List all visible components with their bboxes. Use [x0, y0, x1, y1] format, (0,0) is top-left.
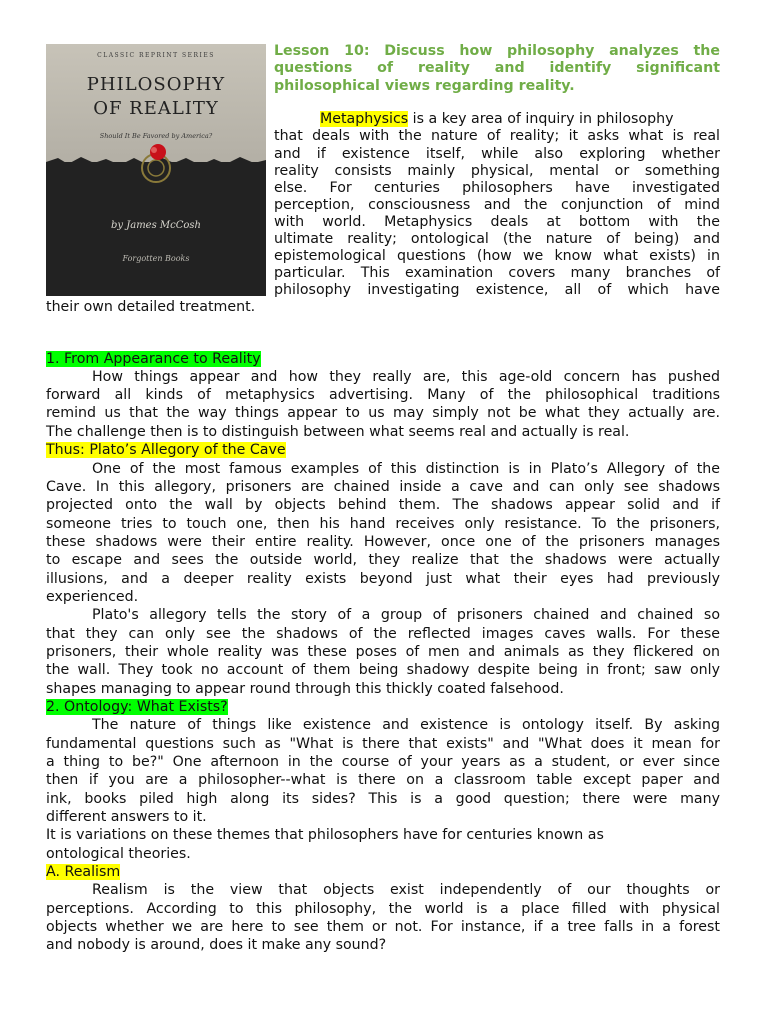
body-line: fundamental questions such as "What is there that exists" and "What does it mean for [46, 736, 720, 752]
body-line: illusions, and a deeper reality exists beyond just what their eyes had previously [46, 571, 720, 587]
subsection-heading: Thus: Plato’s Allegory of the Cave [46, 442, 286, 458]
emblem-icon [134, 142, 178, 186]
body-line: objects whether we are here to see them or not. For instance, if a tree falls in a forest [46, 919, 720, 935]
intro-line: with world. Metaphysics deals at bottom with the [274, 214, 720, 230]
cover-series-label: CLASSIC REPRINT SERIES [97, 52, 215, 59]
intro-line: that deals with the nature of reality; it asks what is real [274, 128, 720, 144]
intro-line: perception, consciousness and the conjunction of mind [274, 197, 720, 213]
section-heading: 1. From Appearance to Reality [46, 351, 261, 367]
body-line: to escape and sees the outside world, they realize that the shadows were actually [46, 552, 720, 568]
body-line: ontological theories. [46, 846, 191, 862]
body-line: someone tries to touch one, then his hand receives only resistance. To the prisoners, [46, 516, 720, 532]
body-line: that they can only see the shadows of the reflected images caves walls. For these [46, 626, 720, 642]
cover-subtitle: Should It Be Favored by America? [99, 132, 213, 140]
intro-line: reality consists mainly physical, mental or something [274, 163, 720, 179]
body-line: shapes managing to appear round through this thickly coated falsehood. [46, 681, 564, 697]
body-line: projected onto the wall by objects behind them. The shadows appear solid and if [46, 497, 720, 513]
body-line: How things appear and how they really are, this age-old concern has pushed [92, 369, 720, 385]
metaphysics-term: Metaphysics [320, 111, 409, 127]
subsection-heading: A. Realism [46, 864, 121, 880]
intro-line-1: Metaphysics is a key area of inquiry in philosophy [320, 111, 674, 127]
body-line: forward all kinds of metaphysics advertising. Many of the philosophical traditions [46, 387, 720, 403]
body-line: Plato's allegory tells the story of a group of prisoners chained and chained so [92, 607, 720, 623]
body-line: these shadows were their entire reality. However, once one of the prisoners manages [46, 534, 720, 550]
body-line: remind us that the way things appear to us may simply not be what they actually are. [46, 405, 720, 421]
lesson-title: Lesson 10: Discuss how philosophy analyzes the questions of reality and identify significant philosophical views regarding reality. [274, 43, 720, 94]
body-line: ink, books piled high along its sides? This is a good question; there were many [46, 791, 720, 807]
body-line: experienced. [46, 589, 139, 605]
section-heading: 2. Ontology: What Exists? [46, 699, 228, 715]
body-line: and nobody is around, does it make any sound? [46, 937, 387, 953]
intro-line: ultimate reality; ontological (the nature of being) and [274, 231, 720, 247]
body-line: different answers to it. [46, 809, 207, 825]
intro-line: epistemological questions (how we know what exists) in [274, 248, 720, 264]
cover-publisher: Forgotten Books [122, 254, 190, 263]
intro-line: else. For centuries philosophers have investigated [274, 180, 720, 196]
body-line: a thing to be?" One afternoon in the course of your years as a student, or ever since [46, 754, 720, 770]
intro-line: and if existence itself, while also exploring whether [274, 146, 720, 162]
body-line: The challenge then is to distinguish between what seems real and actually is real. [46, 424, 630, 440]
body-line: Cave. In this allegory, prisoners are chained inside a cave and can only see shadows [46, 479, 720, 495]
cover-title-line1: PHILOSOPHY [86, 74, 226, 95]
body-line: the wall. They took no account of them being shadowy despite being in front; saw only [46, 662, 720, 678]
intro-line: particular. This examination covers many branches of [274, 265, 720, 281]
body-line: It is variations on these themes that philosophers have for centuries known as [46, 827, 604, 843]
cover-title-line2: OF REALITY [93, 98, 219, 119]
book-cover-image [46, 44, 266, 296]
body-line: prisoners, their whole reality was these poses of men and animals as they flickered on [46, 644, 720, 660]
body-line: then if you are a philosopher--what is there on a classroom table except paper and [46, 772, 720, 788]
body-line: One of the most famous examples of this distinction is in Plato’s Allegory of the [92, 461, 720, 477]
intro-line: philosophy investigating existence, all of which have [274, 282, 720, 298]
intro-line: their own detailed treatment. [46, 299, 256, 315]
body-line: The nature of things like existence and existence is ontology itself. By asking [92, 717, 720, 733]
body-line: perceptions. According to this philosophy, the world is a place filled with physical [46, 901, 720, 917]
body-line: Realism is the view that objects exist independently of our thoughts or [92, 882, 720, 898]
cover-author: by James McCosh [111, 220, 201, 231]
